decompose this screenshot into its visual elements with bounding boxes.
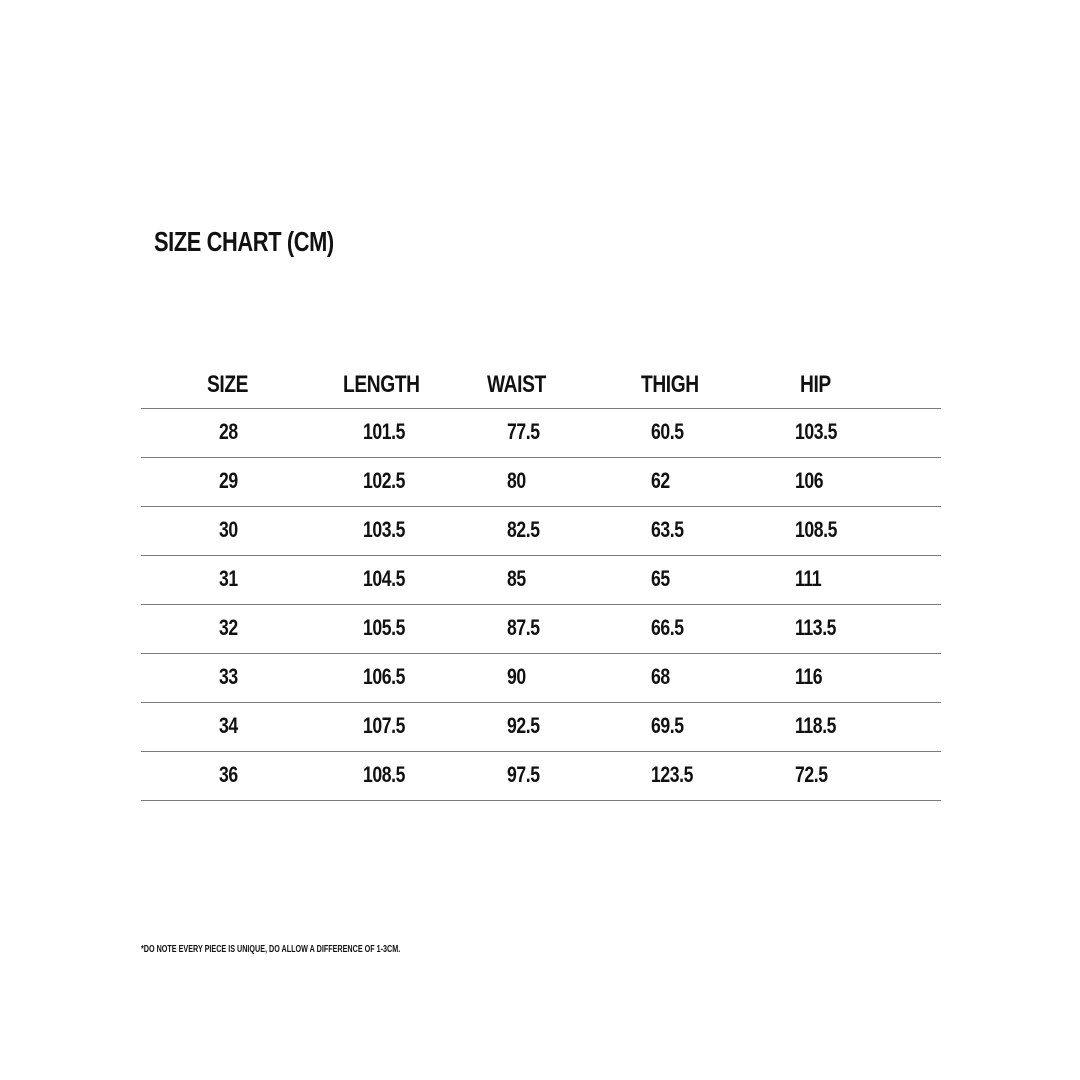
length-cell: 102.5 [363, 468, 406, 493]
table-header-row [141, 362, 941, 409]
size-cell: 29 [219, 468, 238, 493]
table-row [141, 752, 941, 801]
size-cell: 33 [219, 664, 238, 689]
length-cell: 105.5 [363, 615, 406, 640]
hip-cell: 118.5 [795, 713, 837, 738]
table-row [141, 458, 941, 507]
length-cell: 108.5 [363, 762, 406, 787]
column-header-size: SIZE [207, 371, 249, 398]
hip-cell: 111 [795, 566, 822, 591]
hip-cell: 106 [795, 468, 824, 493]
size-cell: 30 [219, 517, 238, 542]
waist-cell: 80 [507, 468, 526, 493]
size-cell: 34 [219, 713, 238, 738]
thigh-cell: 60.5 [651, 419, 684, 444]
hip-cell: 116 [795, 664, 823, 689]
column-header-thigh: THIGH [641, 371, 699, 398]
page-title: SIZE CHART (CM) [154, 226, 334, 257]
thigh-cell: 69.5 [651, 713, 684, 738]
size-cell: 31 [219, 566, 238, 591]
table-row [141, 556, 941, 605]
waist-cell: 87.5 [507, 615, 540, 640]
table-row [141, 654, 941, 703]
footnote: *DO NOTE EVERY PIECE IS UNIQUE, DO ALLOW A DIFFERENCE OF 1-3CM. [141, 944, 401, 955]
column-header-length: LENGTH [343, 371, 420, 398]
waist-cell: 92.5 [507, 713, 540, 738]
thigh-cell: 123.5 [651, 762, 694, 787]
hip-cell: 103.5 [795, 419, 838, 444]
hip-cell: 72.5 [795, 762, 828, 787]
size-cell: 36 [219, 762, 238, 787]
size-cell: 32 [219, 615, 238, 640]
column-header-waist: WAIST [487, 371, 546, 398]
hip-cell: 113.5 [795, 615, 837, 640]
table-row [141, 605, 941, 654]
length-cell: 106.5 [363, 664, 406, 689]
thigh-cell: 66.5 [651, 615, 684, 640]
length-cell: 103.5 [363, 517, 406, 542]
thigh-cell: 62 [651, 468, 670, 493]
size-cell: 28 [219, 419, 238, 444]
table-row [141, 507, 941, 556]
length-cell: 104.5 [363, 566, 406, 591]
column-header-hip: HIP [800, 371, 831, 398]
hip-cell: 108.5 [795, 517, 838, 542]
waist-cell: 97.5 [507, 762, 540, 787]
waist-cell: 90 [507, 664, 526, 689]
thigh-cell: 65 [651, 566, 670, 591]
table-row [141, 703, 941, 752]
length-cell: 101.5 [363, 419, 406, 444]
waist-cell: 77.5 [507, 419, 540, 444]
waist-cell: 82.5 [507, 517, 540, 542]
thigh-cell: 63.5 [651, 517, 684, 542]
length-cell: 107.5 [363, 713, 406, 738]
table-row [141, 409, 941, 458]
thigh-cell: 68 [651, 664, 670, 689]
waist-cell: 85 [507, 566, 526, 591]
size-chart-table [141, 362, 941, 801]
